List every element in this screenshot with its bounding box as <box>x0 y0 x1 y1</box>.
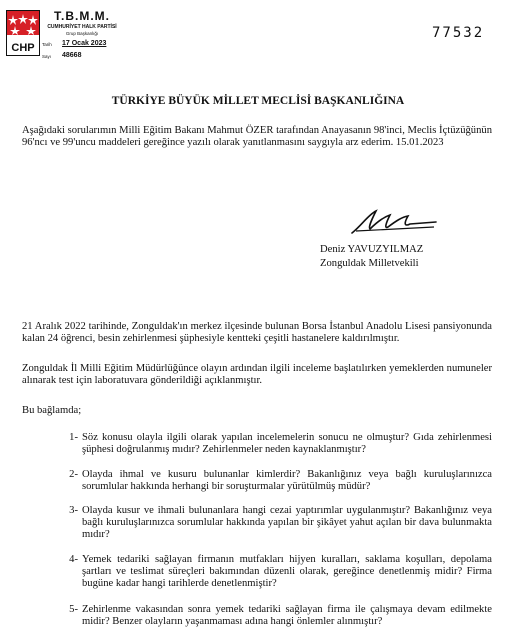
question-text: Söz konusu olayla ilgili olarak yapılan incelemelerin sonucu ne olmuştur? Gıda zehirlenmesi şüphesi doğrulanmış mıdır? Zehirlenmeler neden kaynaklanmıştır? <box>82 432 492 455</box>
question-text: Zehirlenme vakasından sonra yemek tedariki sağlayan firma ile çalışmaya devam edilmekte midir? Benzer olayların yaşanmaması adına hangi önlemler alınmıştır? <box>82 604 492 627</box>
signer-title: Zonguldak Milletvekili <box>320 258 419 269</box>
question-number: 3- <box>69 505 78 516</box>
question-text: Olayda ihmal ve kusuru bulunanlar kimlerdir? Bakanlığınız veya bağlı kuruluşlarınızca sorumlular hakkında herhangi bir soruşturmalar yürütülmüş müdür? <box>82 469 492 492</box>
stamp-number-value: 48668 <box>62 52 82 59</box>
stamp-number-row <box>42 52 122 62</box>
case-paragraph-2: Zonguldak İl Milli Eğitim Müdürlüğünce olayın ardından ilgili inceleme başlatılırken yemeklerden numuneler alınarak test için laboratuvara gönderildiği açıklanmıştır. <box>22 363 492 386</box>
document-number: 77532 <box>432 25 485 41</box>
signer-name: Deniz YAVUZYILMAZ <box>320 244 424 255</box>
logo-text: CHP <box>11 42 35 54</box>
intro-paragraph: Aşağıdaki sorularımın Milli Eğitim Bakanı Mahmut ÖZER tarafından Anayasanın 98'inci, Meclis İçtüzüğünün 96'ncı ve 99'uncu maddeleri gereğince yazılı olarak yanıtlanmasını saygıyla arz ederim. 15.01.2023 <box>22 125 492 148</box>
stamp-number-label: Sayı <box>42 54 52 59</box>
stamp-date-label: Tarih <box>42 42 52 47</box>
question-text: Olayda kusur ve ihmali bulunanlara hangi cezai yaptırımlar uygulanmıştır? Bakanlığınız veya bağlı kuruluşlarınızca sorumlular hakkında yapılan bir şikâyet yahut açılan bir dava bulunmakta mıdır? <box>82 505 492 540</box>
stamp-group-label: Grup Başkanlığı <box>65 31 99 36</box>
stamp-date-value: 17 Ocak 2023 <box>62 40 107 47</box>
question-text: Yemek tedariki sağlayan firmanın mutfakları hijyen kuralları, saklama koşulları, depolama şartları ve teslimat süreçleri bakımından düzenli olarak, gereğince denetlenmiş midir? Firma bugüne kadar hangi tarihlerde denetlenmiştir? <box>82 554 492 589</box>
case-paragraph-1: 21 Aralık 2022 tarihinde, Zonguldak'ın merkez ilçesinde bulunan Borsa İstanbul Anadolu Lisesi pansiyonunda kalan 24 öğrenci, besin zehirlenmesi şüphesiyle kentteki çeşitli hastanelere kaldırılmıştır. <box>22 321 492 344</box>
stamp-date-row <box>42 40 122 50</box>
lead-in-text: Bu bağlamda; <box>22 405 82 416</box>
stamp-party-name: CUMHURİYET HALK PARTİSİ <box>47 24 117 30</box>
question-number: 2- <box>69 469 78 480</box>
page-title: TÜRKİYE BÜYÜK MİLLET MECLİSİ BAŞKANLIĞINA <box>111 95 405 107</box>
handwritten-signature <box>350 207 438 237</box>
question-number: 4- <box>69 554 78 565</box>
chp-logo <box>6 10 40 56</box>
stamp-title: T.B.M.M. <box>54 9 110 23</box>
party-flag-icon <box>7 11 39 35</box>
question-number: 5- <box>69 604 78 615</box>
question-number: 1- <box>69 432 78 443</box>
